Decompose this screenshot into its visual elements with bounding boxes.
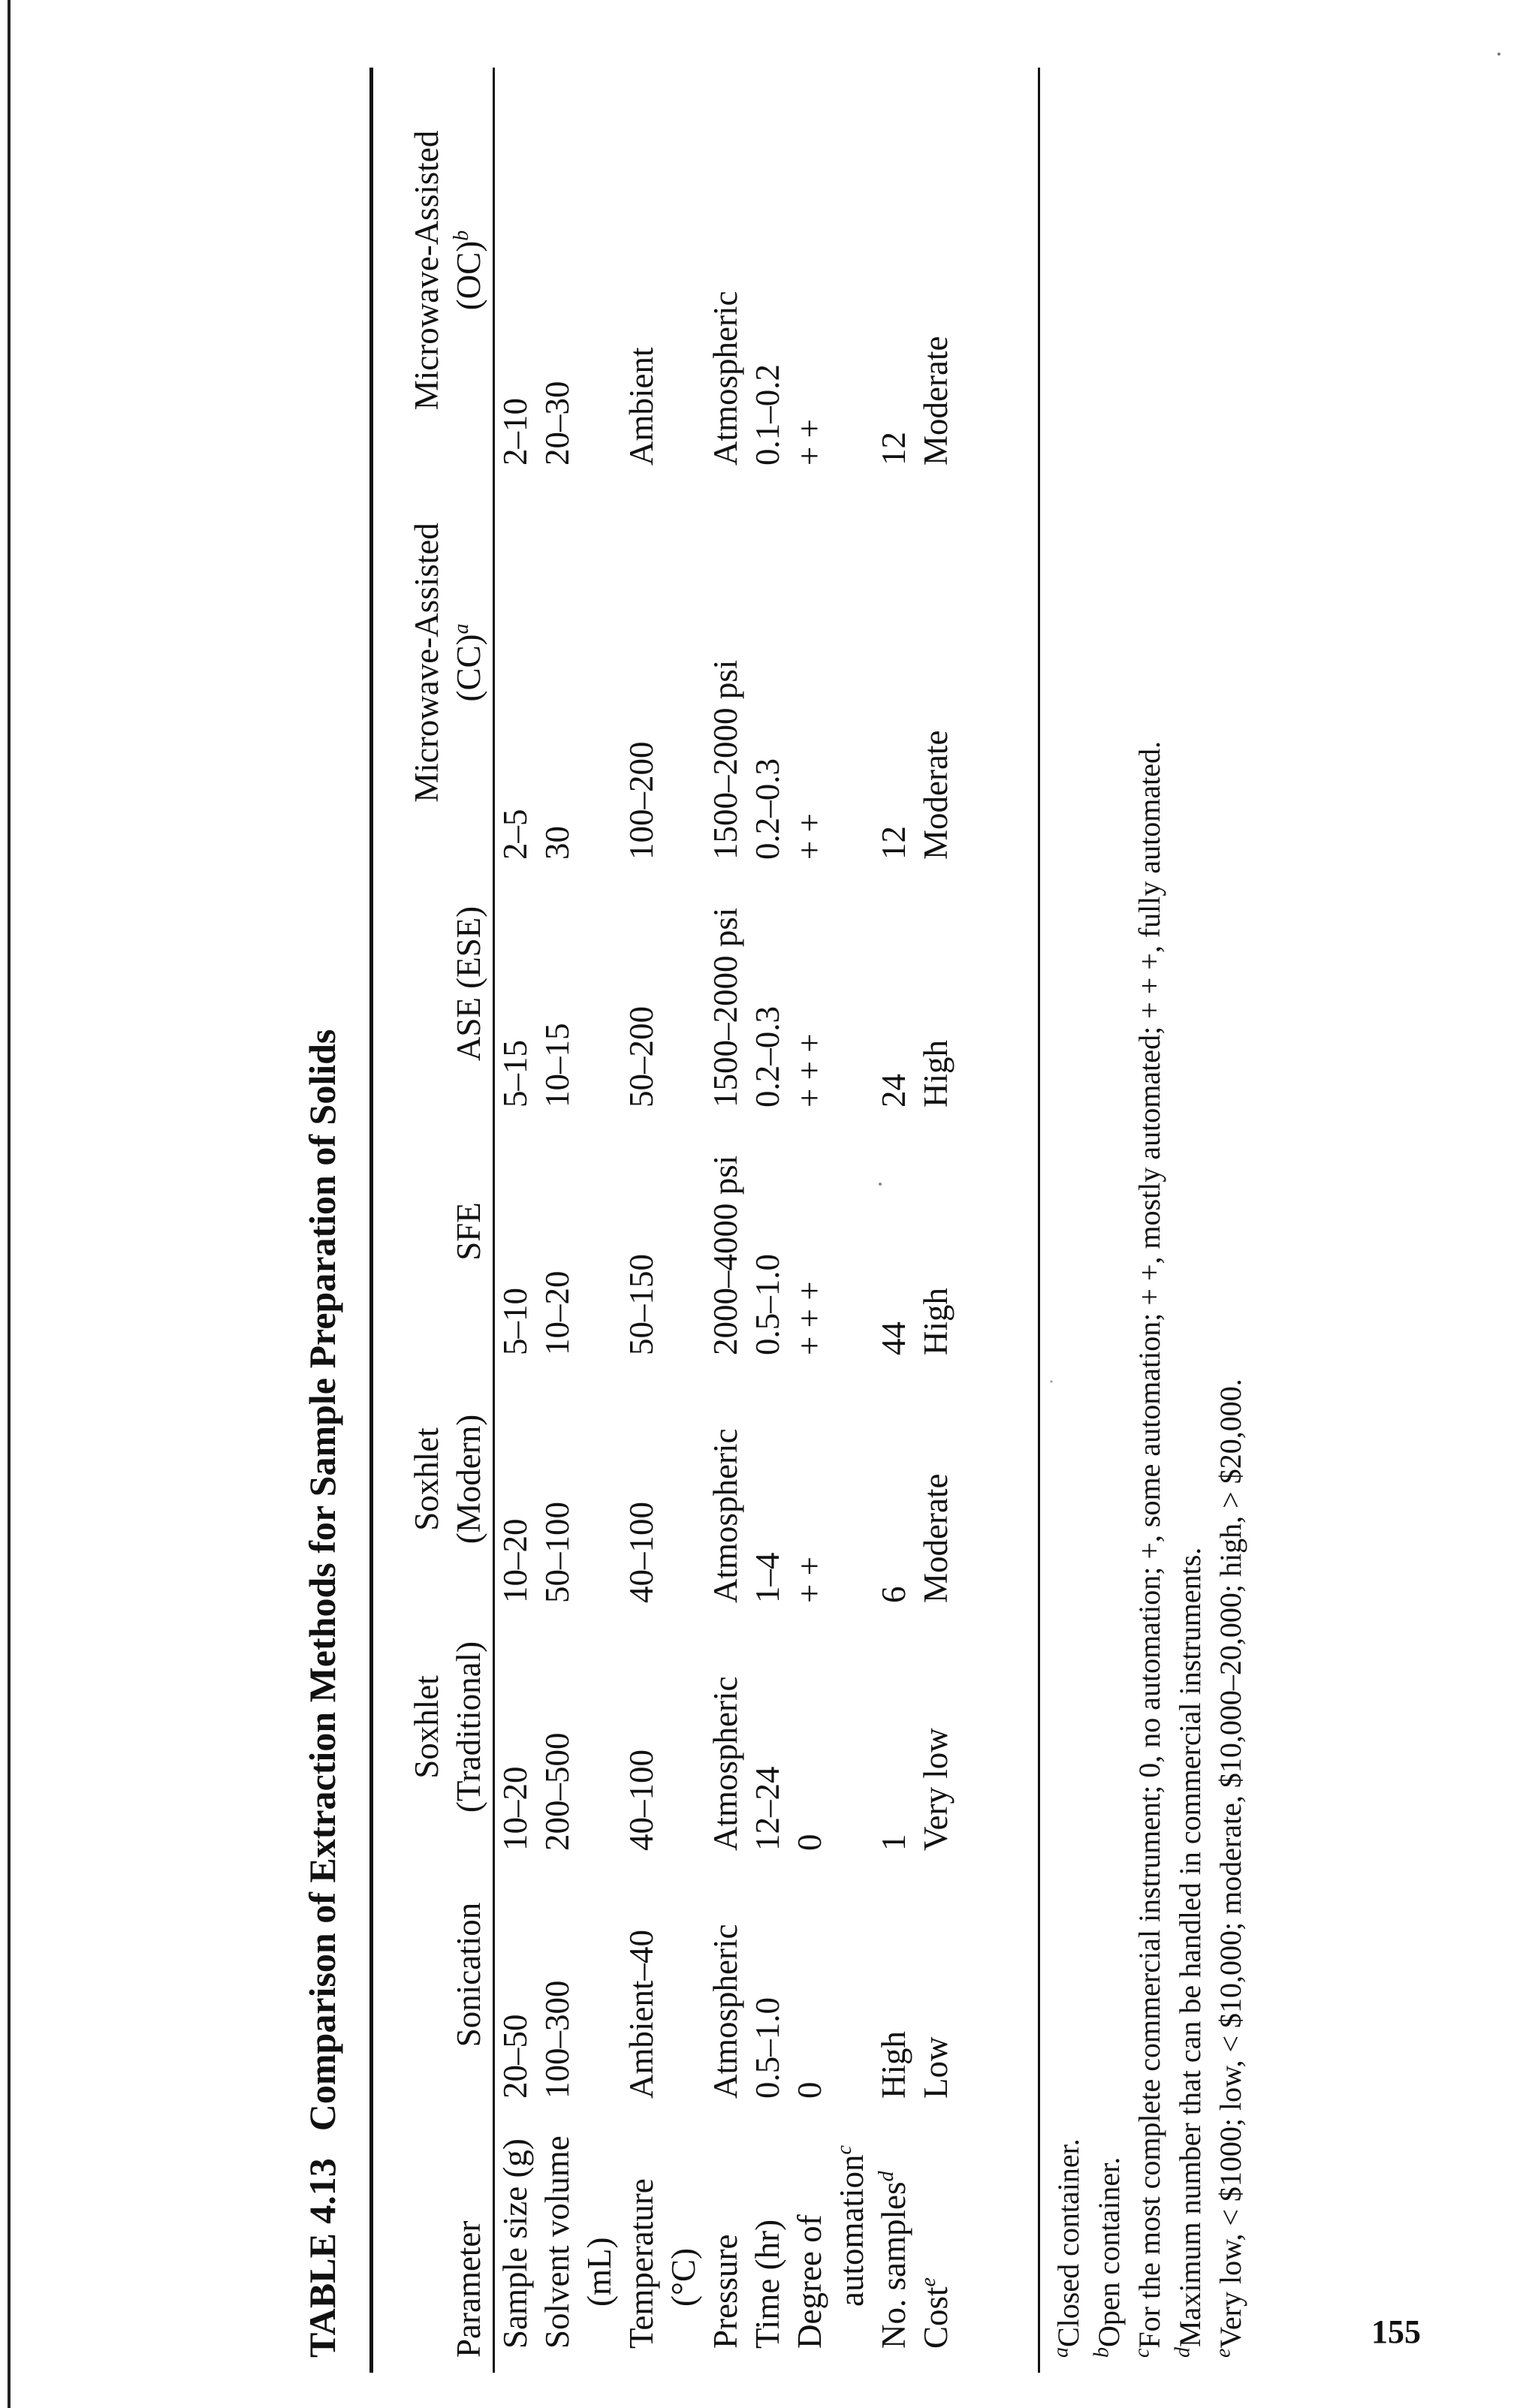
row-parameter-continued: (°C) [665, 2248, 702, 2307]
speck [1497, 53, 1500, 56]
row-parameter [536, 2099, 620, 2358]
table-bottom-rule [1038, 68, 1040, 2373]
table-cell: 10–20 [496, 1518, 534, 1603]
table-cell: 1–4 [749, 1552, 786, 1603]
column-header-line2: (CC) [450, 634, 487, 702]
column-header [377, 860, 494, 1108]
table-cell: Moderate [917, 730, 954, 860]
extraction-methods-table [377, 75, 957, 2358]
table-cell: 20–30 [538, 381, 576, 466]
table-cell: Ambient–40 [623, 1930, 660, 2099]
table-cell: 0.5–1.0 [749, 1997, 786, 2099]
rotated-table-block [285, 45, 1247, 2373]
table-cell: Atmospheric [707, 291, 744, 466]
table-cell: 0.1–0.2 [749, 364, 786, 466]
table-cell: 12 [875, 432, 912, 466]
footnote-text: Open container. [1092, 2156, 1126, 2347]
table-caption [300, 105, 344, 2358]
footnote [1211, 68, 1251, 2358]
column-header [377, 75, 494, 466]
table-header-row [377, 75, 494, 2358]
table-number: TABLE 4.13 [301, 2158, 343, 2358]
table-cell: + + + [791, 1281, 828, 1355]
footnote-mark: a [1049, 2347, 1073, 2358]
column-header [377, 1603, 494, 1851]
table-cell: 10–20 [538, 1270, 576, 1355]
table-cell: + + [791, 812, 828, 860]
footnote-mark: d [1171, 2347, 1195, 2358]
table-cell: 2000–4000 psi [707, 1155, 744, 1355]
table-cell: Moderate [917, 336, 954, 466]
row-parameter-continued: automation [833, 2154, 870, 2307]
table-row [620, 75, 704, 2358]
column-header-line2: (Modern) [450, 1414, 487, 1545]
column-header-line2: Parameter [450, 2220, 487, 2358]
table-cell: 50–150 [623, 1254, 660, 1355]
table-cell: 6 [875, 1586, 912, 1603]
table-cell: 100–300 [538, 1980, 576, 2099]
table-cell: 20–50 [496, 2014, 534, 2099]
table-cell: 0 [791, 2081, 828, 2099]
table-cell: 5–10 [496, 1288, 534, 1355]
footnote-mark: d [875, 2171, 898, 2182]
row-parameter-text: Degree of [791, 2214, 828, 2349]
table-cell: + + + [791, 1033, 828, 1108]
table-top-rule [369, 68, 373, 2373]
column-header-line2: ASE (ESE) [450, 906, 487, 1062]
table-cell: 12 [875, 826, 912, 860]
table-row [494, 75, 536, 2358]
row-parameter [704, 2099, 746, 2358]
row-parameter-text: No. samples [875, 2181, 912, 2349]
table-cell: Ambient [623, 347, 660, 466]
table-cell: Atmospheric [707, 1924, 744, 2099]
table-cell: Low [917, 2036, 954, 2099]
table-cell: High [917, 1040, 954, 1108]
row-parameter-continued: (mL) [581, 2237, 618, 2307]
table-cell: High [875, 2031, 912, 2099]
footnote-mark: c [833, 2145, 856, 2155]
table-cell: 0.2–0.3 [749, 758, 786, 860]
column-header-line1: Soxhlet [408, 1675, 445, 1779]
footnote-mark: b [450, 230, 473, 241]
column-header-line2: Sonication [450, 1902, 487, 2048]
footnote [1048, 68, 1089, 2358]
table-cell: 30 [538, 826, 576, 860]
footnote-mark: b [1090, 2347, 1114, 2358]
footnote-mark: e [1211, 2348, 1235, 2358]
table-cell: 50–200 [623, 1006, 660, 1108]
footnote [1170, 68, 1211, 2358]
table-cell: 50–100 [538, 1502, 576, 1603]
table-cell: 0.5–1.0 [749, 1254, 786, 1355]
table-cell: 2–5 [496, 809, 534, 860]
column-header-line1: Microwave-Assisted [408, 523, 445, 803]
table-title: Comparison of Extraction Methods for Sample Preparation of Solids [301, 1029, 343, 2132]
table-body [494, 75, 957, 2358]
table-cell: 40–100 [623, 1502, 660, 1603]
row-parameter-text: Temperature [623, 2178, 660, 2349]
footnote-mark: a [450, 623, 473, 634]
column-header [377, 1355, 494, 1603]
table-row [915, 75, 957, 2358]
table-cell: 2–10 [496, 398, 534, 466]
table-cell: 0.2–0.3 [749, 1006, 786, 1108]
table-cell: + + [791, 418, 828, 466]
column-header [377, 1108, 494, 1355]
table-cell: 10–20 [496, 1766, 534, 1851]
table-cell: 5–15 [496, 1040, 534, 1108]
table-cell: Very low [917, 1728, 954, 1851]
table-cell: 1 [875, 1834, 912, 1851]
footnote-mark: c [1130, 2348, 1154, 2358]
table-footnotes [1048, 68, 1251, 2358]
table-cell: 24 [875, 1074, 912, 1108]
column-header-line2: SFE [450, 1202, 487, 1261]
row-parameter [746, 2099, 789, 2358]
row-parameter [915, 2099, 957, 2358]
table-cell: 40–100 [623, 1749, 660, 1851]
table-row [873, 75, 915, 2358]
table-cell: 100–200 [623, 741, 660, 860]
column-header-line1: Microwave-Assisted [408, 130, 445, 411]
column-header-line2: (OC) [450, 240, 487, 311]
column-header [377, 1851, 494, 2099]
column-header [377, 2099, 494, 2358]
row-parameter [873, 2099, 915, 2358]
footnote-text: Maximum number that can be handled in commercial instruments. [1173, 1547, 1207, 2347]
column-header [377, 466, 494, 860]
column-header-line1: Soxhlet [408, 1427, 445, 1531]
page-number: 155 [1371, 2313, 1421, 2350]
row-parameter-text: Time (hr) [749, 2219, 786, 2349]
row-parameter-text: Cost [917, 2286, 954, 2349]
row-parameter [494, 2099, 536, 2358]
footnote-text: For the most complete commercial instrument; 0, no automation; +, some automation; + +, mostly automated; + + +, fully automated. [1132, 741, 1166, 2349]
table-row [536, 75, 620, 2358]
column-header-line2: (Traditional) [450, 1641, 487, 1813]
footnote [1089, 68, 1129, 2358]
footnote-text: Closed container. [1051, 2138, 1085, 2347]
row-parameter-text: Solvent volume [538, 2135, 576, 2349]
table-row [704, 75, 746, 2358]
table-cell: Atmospheric [707, 1428, 744, 1603]
table-cell: 0 [791, 1834, 828, 1851]
table-cell: Moderate [917, 1473, 954, 1603]
footnote [1129, 68, 1170, 2358]
footnote-mark: e [917, 2277, 940, 2287]
table-row [789, 75, 873, 2358]
table-cell: 10–15 [538, 1023, 576, 1108]
row-parameter [620, 2099, 704, 2358]
table-cell: 12–24 [749, 1766, 786, 1851]
row-parameter [789, 2099, 873, 2358]
row-parameter-text: Sample size (g) [496, 2138, 534, 2349]
footnote-text: Very low, < $1000; low, < $10,000; moderate, $10,000–20,000; high, > $20,000. [1214, 1379, 1247, 2349]
table-cell: Atmospheric [707, 1676, 744, 1851]
table-cell: 1500–2000 psi [707, 659, 744, 860]
row-parameter-text: Pressure [707, 2234, 744, 2349]
table-cell: High [917, 1288, 954, 1355]
table-cell: 44 [875, 1322, 912, 1355]
table-cell: + + [791, 1556, 828, 1603]
table-row [746, 75, 789, 2358]
table-cell: 200–500 [538, 1732, 576, 1851]
table-cell: 1500–2000 psi [707, 907, 744, 1108]
